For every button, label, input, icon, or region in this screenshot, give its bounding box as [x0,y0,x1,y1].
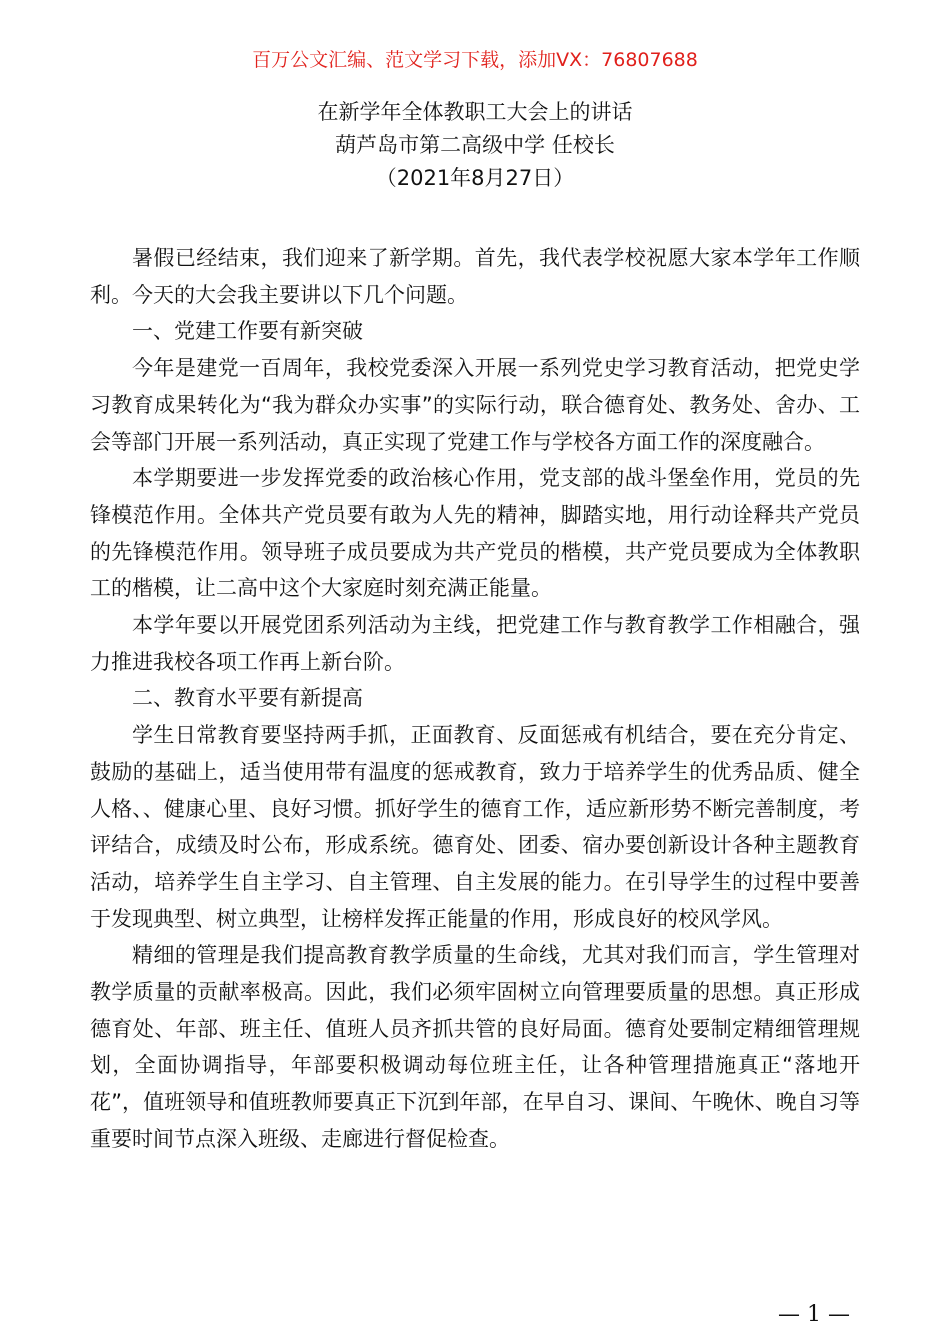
title-block [0,96,950,195]
paragraph-party-history: 今年是建党一百周年，我校党委深入开展一系列党史学习教育活动，把党史学习教育成果转化为“我为群众办实事”的实际行动，联合德育处、教务处、舍办、工会等部门开展一系列活动，真正实现了党建工作与学校各方面工作的深度融合。 [90,356,860,454]
speaker-line: 葫芦岛市第二高级中学 任校长 [335,133,615,157]
paragraph-party-integration: 本学年要以开展党团系列活动为主线，把党建工作与教育教学工作相融合，强力推进我校各项工作再上新台阶。 [90,613,860,674]
paragraph-party-role: 本学期要进一步发挥党委的政治核心作用，党支部的战斗堡垒作用，党员的先锋模范作用。全体共产党员要有敢为人先的精神，脚踏实地，用行动诠释共产党员的先锋模范作用。领导班子成员要成为共产党员的楷模，共产党员要成为全体教职工的楷模，让二高中这个大家庭时刻充满正能量。 [90,466,860,601]
document-body [90,240,860,1158]
section-heading-party-building: 一、党建工作要有新突破 [132,319,363,344]
intro-paragraph: 暑假已经结束，我们迎来了新学期。首先，我代表学校祝愿大家本学年工作顺利。今天的大会我主要讲以下几个问题。 [90,246,860,307]
paragraph-fine-management: 精细的管理是我们提高教育教学质量的生命线，尤其对我们而言，学生管理对教学质量的贡献率极高。因此，我们必须牢固树立向管理要质量的思想。真正形成德育处、年部、班主任、值班人员齐抓共管的良好局面。德育处要制定精细管理规划，全面协调指导，年部要积极调动每位班主任，让各种管理措施真正“落地开花”，值班领导和值班教师要真正下沉到年部，在早自习、课间、午晚休、晚自习等重要时间节点深入班级、走廊进行督促检查。 [90,943,860,1151]
speech-title: 在新学年全体教职工大会上的讲话 [317,100,633,124]
section-heading-education: 二、教育水平要有新提高 [132,686,363,711]
page-number: — 1 — [778,1302,850,1327]
speech-date: （2021年8月27日） [375,166,575,190]
download-banner: 百万公文汇编、范文学习下载，添加VX：76807688 [252,49,698,71]
paragraph-student-education: 学生日常教育要坚持两手抓，正面教育、反面惩戒有机结合，要在充分肯定、鼓励的基础上，适当使用带有温度的惩戒教育，致力于培养学生的优秀品质、健全人格、、健康心里、良好习惯。抓好学生的德育工作，适应新形势不断完善制度，考评结合，成绩及时公布，形成系统。德育处、团委、宿办要创新设计各种主题教育活动，培养学生自主学习、自主管理、自主发展的能力。在引导学生的过程中要善于发现典型、树立典型，让榜样发挥正能量的作用，形成良好的校风学风。 [90,723,860,931]
